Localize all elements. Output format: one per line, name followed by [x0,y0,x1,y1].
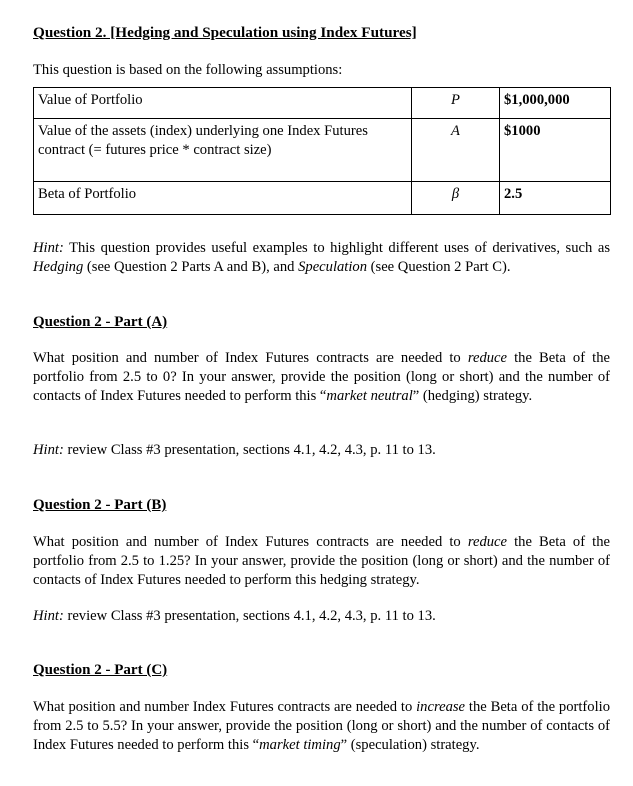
part-b-hint [33,608,436,625]
question-emphasis: market neutral [326,388,413,404]
question-text: What position and number Index Futures contracts are needed to [33,699,417,715]
table-row [34,182,611,215]
hint-text: review Class #3 presentation, sections 4.1, 4.2, 4.3, p. 11 to 13. [63,442,436,458]
table-row [34,88,611,119]
hint-lead: Hint: [33,240,64,256]
question-text: the Beta of the portfolio from 2.5 to 5.5? In your answer, provide the position (long or short) and the number of contacts of Index Futures needed to perform this “ [33,699,610,753]
row-symbol: A [412,119,500,182]
hint-text: (see Question 2 Part C). [367,259,511,275]
part-b-question [33,533,610,590]
hint-text: This question provides useful examples to highlight different uses of derivatives, such as [63,240,610,256]
question-text: the Beta of the portfolio from 2.5 to 1.25? In your answer, provide the position (long or short) and the number of contacts of Index Futures needed to perform this hedging strategy. [33,534,610,588]
question-text: ” (speculation) strategy. [340,737,480,753]
question-emphasis: increase [416,699,466,715]
row-label: Beta of Portfolio [34,182,412,215]
row-value: $1000 [500,119,611,182]
hint-lead: Hint: [33,608,64,624]
part-c-heading: Question 2 - Part (C) [33,662,168,678]
part-a-hint [33,442,436,459]
part-a-heading: Question 2 - Part (A) [33,314,168,330]
question-emphasis: reduce [467,350,507,366]
row-symbol: P [412,88,500,119]
part-a-question [33,349,610,406]
table-row [34,119,611,182]
general-hint [33,239,610,277]
row-symbol: β [412,182,500,215]
row-value: 2.5 [500,182,611,215]
question-text: ” (hedging) strategy. [412,388,533,404]
intro-text: This question is based on the following assumptions: [33,62,343,78]
part-c-question [33,698,610,755]
question-text: the Beta of the portfolio from 2.5 to 0? In your answer, provide the position (long or short) and the number of contacts of Index Futures needed to perform this “ [33,350,610,404]
row-label: Value of the assets (index) underlying one Index Futures contract (= futures price * contract size) [34,119,412,182]
hint-text: (see Question 2 Parts A and B), and [83,259,299,275]
question-text: What position and number of Index Futures contracts are needed to [33,350,468,366]
question-emphasis: reduce [467,534,507,550]
question-emphasis: market timing [259,737,341,753]
question-text: What position and number of Index Futures contracts are needed to [33,534,468,550]
assumptions-table [33,87,611,215]
question-title: Question 2. [Hedging and Speculation using Index Futures] [33,24,417,41]
row-label: Value of Portfolio [34,88,412,119]
hint-emphasis: Speculation [298,259,367,275]
hint-lead: Hint: [33,442,64,458]
hint-emphasis: Hedging [33,259,84,275]
part-b-heading: Question 2 - Part (B) [33,497,167,513]
hint-text: review Class #3 presentation, sections 4.1, 4.2, 4.3, p. 11 to 13. [63,608,436,624]
row-value: $1,000,000 [500,88,611,119]
